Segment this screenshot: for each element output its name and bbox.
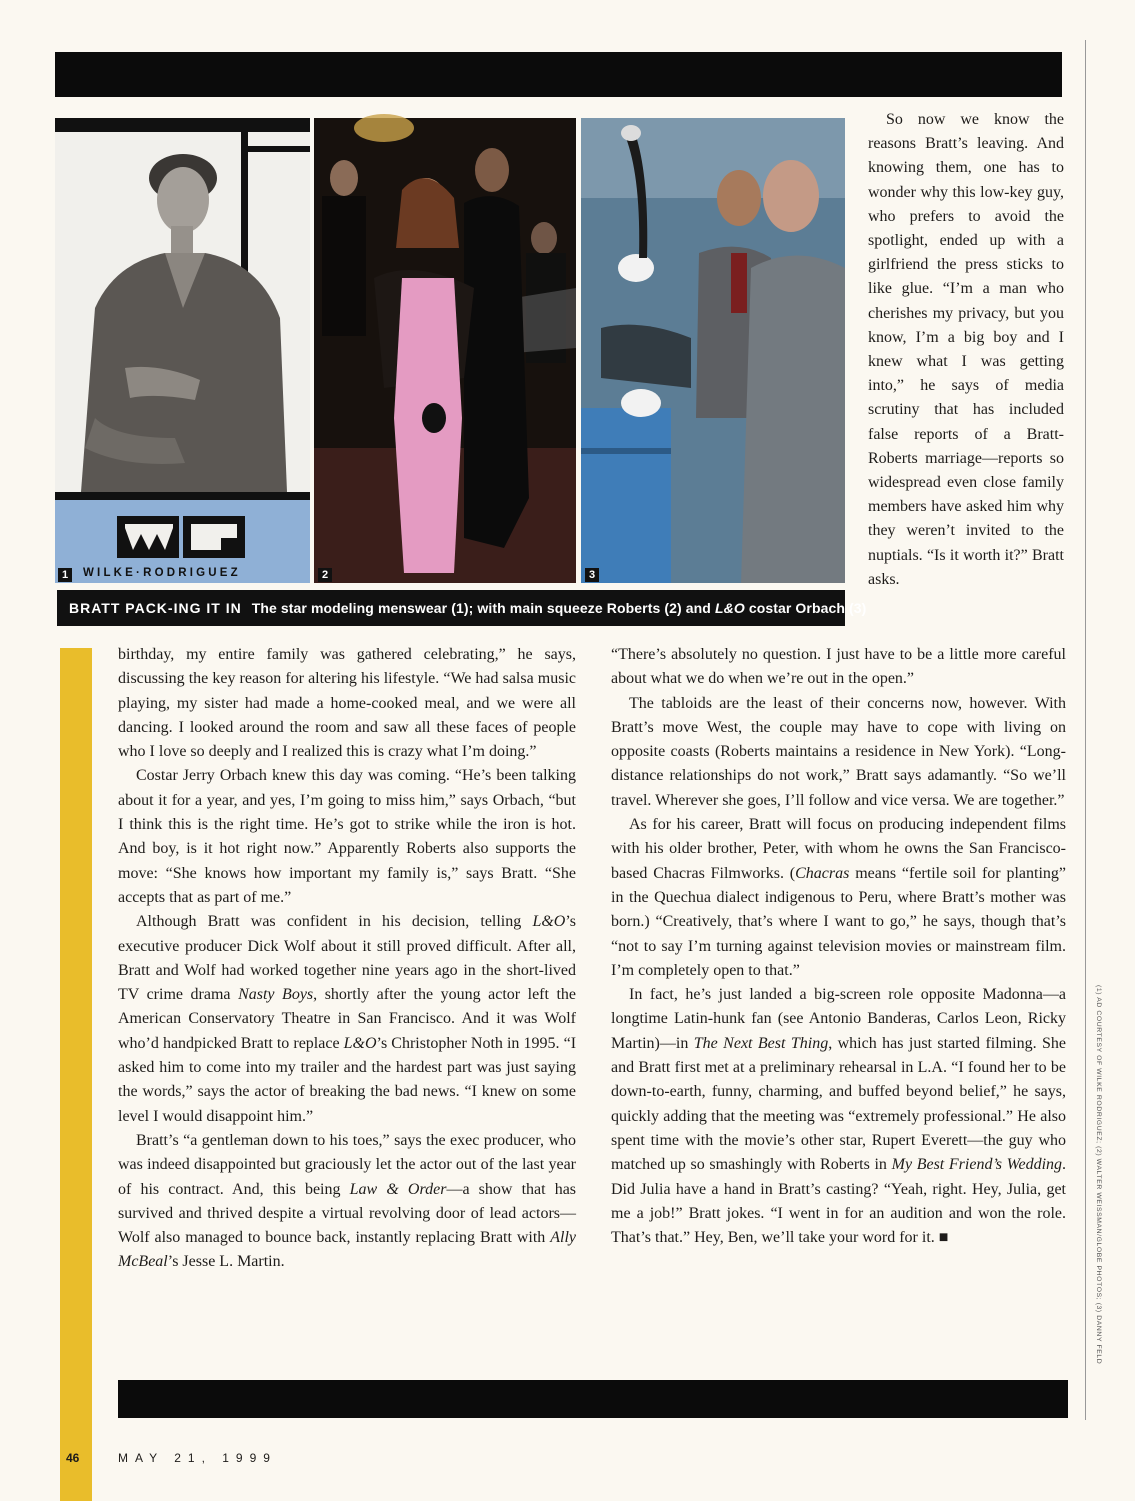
paragraph-right-1: “There’s absolutely no question. I just have to be a little more careful about what we do when we’re out in the open.” (611, 646, 1066, 688)
article-column-left (118, 643, 576, 1275)
photo-number-badge-3: 3 (585, 568, 599, 582)
top-black-bar (55, 52, 1062, 97)
paragraph-left-4: Bratt’s “a gentleman down to his toes,” says the exec producer, who was indeed disappointed but graciously let the actor out of the last year of his contract. And, this being Law & Order—a show that has survived and thrived despite a virtual revolving door of lead actors—Wolf also managed to bounce back, instantly replacing Bratt with Ally McBeal’s Jesse L. Martin. (118, 1131, 577, 1271)
photo-caption (57, 590, 867, 626)
yellow-accent-stripe (60, 648, 92, 1501)
paragraph-left-1: birthday, my entire family was gathered celebrating,” he says, discussing the key reason for altering his lifestyle. “We had salsa music playing, my sister had made a home-cooked meal, and we were all dancing. I looked around the room and saw all these faces of people who I love so deeply and I realized this is crazy what I’m doing.” (118, 646, 576, 761)
paragraph-right-3: As for his career, Bratt will focus on producing independent films with his older brother, Peter, with whom he owns the San Francisco-based Chacras Filmworks. (Chacras means “fertile soil for planting” in the Quechua dialect indigenous to Peru, where Bratt’s mother was born.) “Creatively, that’s where I want to go,” he says, though that’s “not to say I’m turning against television movies or mainstream film. I’m completely open to that.” (611, 816, 1066, 979)
paragraph-right-2: The tabloids are the least of their concerns now, however. With Bratt’s move West, the couple may have to cope with living on opposite coasts (Roberts maintains a residence in New York). “Long-distance relationships do not work,” Bratt says adamantly. “So we’ll travel. Wherever she goes, I’ll follow and vice versa. We are together.” (611, 694, 1066, 809)
article-column-top-right (868, 108, 1064, 592)
photo-with-roberts (314, 118, 576, 583)
margin-rule (1085, 40, 1086, 1420)
paragraph-top-right: So now we know the reasons Bratt’s leaving. And knowing them, one has to wonder why this low-key guy, who prefers to avoid the spotlight, ended up with a girlfriend the press sticks to like glue. “I’m a man who cherishes my privacy, but you know, I’m a big boy and I knew what I was getting into,” he says of media scrutiny that has included false reports of a Bratt-Roberts marriage—reports so widespread even close family members have asked him why they weren’t invited to the nuptials. “Is it worth it?” Bratt asks. (868, 111, 1064, 588)
paragraph-left-2: Costar Jerry Orbach knew this day was coming. “He’s been talking about it for a year, and yes, I’m going to miss him,” says Orbach, “but I think this is the right time. He’s got to strike while the iron is hot. And boy, is it hot right now.” Apparently Roberts also supports the move: “She knows how important my family is,” says Bratt. “She accepts that as part of me.” (118, 767, 576, 906)
paragraph-left-3: Although Bratt was confident in his decision, telling L&O’s executive producer Dick Wolf about it still proved difficult. After all, Bratt and Wolf had worked together nine years ago in the short-lived TV crime drama Nasty Boys, shortly after the young actor left the American Conservatory Theatre in San Francisco. And it was Wolf who’d handpicked Bratt to replace L&O’s Christopher Noth in 1995. “I asked him to come into my trailer and the hardest part was just saying the words,” says the actor of breaking the bad news. “I knew on some level I would disappoint him.” (118, 913, 577, 1125)
caption-text-1: The star modeling menswear (1); with main squeeze Roberts (2) and (251, 600, 711, 616)
issue-date: MAY 21, 1999 (118, 1451, 277, 1465)
paragraph-right-4: In fact, he’s just landed a big-screen role opposite Madonna—a longtime Latin-hunk fan (see Antonio Banderas, Carlos Leon, Ricky Martin)—in The Next Best Thing, which has just started filming. She and Bratt first met at a preliminary rehearsal in L.A. “I found her to be down-to-earth, funny, charming, and buffed beyond belief,” he says, quickly adding that the meeting was “extremely professional.” He also spent time with the movie’s other star, Rupert Everett—the guy who matched up so smashingly with Roberts in My Best Friend’s Wedding. Did Julia have a hand in Bratt’s casting? “Yeah, right. Hey, Julia, get me a job!” Bratt jokes. “I went in for an audition and won the role. That’s that.” Hey, Ben, we’ll take your word for it. ■ (611, 986, 1067, 1247)
photo-1-illustration (55, 118, 310, 583)
article-column-right (611, 643, 1066, 1250)
caption-text-2: costar Orbach (3) (748, 600, 867, 616)
caption-show-title: L&O (714, 600, 745, 616)
photo-2-illustration (314, 118, 576, 583)
photo-3-illustration (581, 118, 845, 583)
photo-credit-text: (1) AD COURTESY OF WILKE RODRIGUEZ; (2) WALTER WEISSMAN/GLOBE PHOTOS; (3) DANNY FELD (1095, 985, 1102, 1365)
photo-number-badge-2: 2 (318, 568, 332, 582)
photo-modeling-menswear (55, 118, 310, 583)
bottom-black-bar (118, 1380, 1068, 1418)
photo-1-credit-name: WILKE·RODRIGUEZ (83, 567, 241, 579)
photo-with-orbach (581, 118, 845, 583)
photo-credit-vertical (1092, 985, 1102, 1415)
photo-number-badge-1: 1 (58, 568, 72, 582)
page-number: 46 (66, 1451, 80, 1465)
caption-lead: BRATT PACK-ING IT IN (69, 600, 242, 616)
